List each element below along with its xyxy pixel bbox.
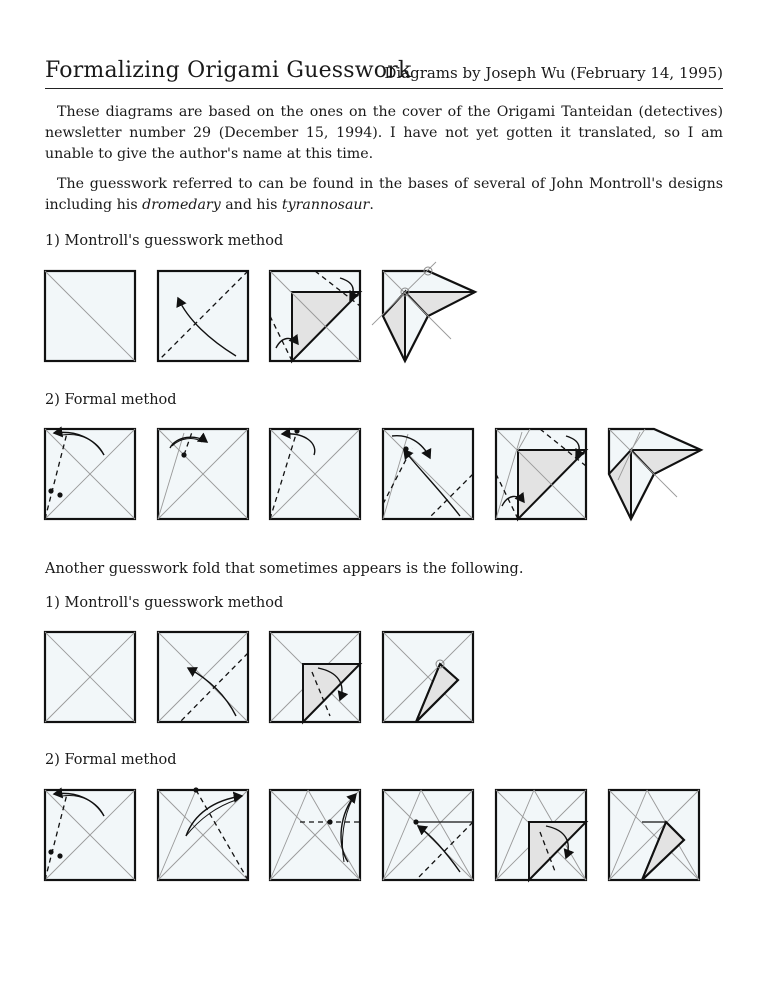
row4-step3	[270, 790, 360, 880]
tyrannosaur-text: tyrannosaur	[281, 197, 370, 213]
row2-step6	[609, 429, 701, 519]
row3-step2	[158, 632, 248, 722]
row1-step4	[372, 262, 475, 361]
row2-step5	[496, 429, 586, 519]
row1-step3	[270, 271, 360, 361]
row3-step4	[383, 632, 473, 722]
section-formal-2: 2) Formal method	[45, 752, 177, 768]
row4-step1	[45, 790, 135, 880]
section-montroll-2: 1) Montroll's guesswork method	[45, 595, 284, 611]
section-formal-1: 2) Formal method	[45, 392, 177, 408]
row4-step2	[158, 787, 248, 880]
row2-step2	[158, 429, 248, 519]
row4-step4	[383, 790, 473, 880]
row1-step2	[158, 271, 248, 361]
row2-step1	[45, 429, 135, 519]
row2-step4	[383, 429, 473, 519]
section-another: Another guesswork fold that sometimes appears is the following.	[45, 561, 524, 577]
row3-step3	[270, 632, 360, 722]
row4-step6	[609, 790, 699, 880]
row2-step3	[270, 428, 360, 519]
byline: Diagrams by Joseph Wu (February 14, 1995)	[384, 64, 723, 82]
intro-paragraph-1: These diagrams are based on the ones on the cover of the Origami Tanteidan (detectives) newsletter number 29 (December 15, 1994). I have not yet gotten it translated, so I am unable to give the author's name at this time.	[45, 104, 723, 162]
section-montroll-1: 1) Montroll's guesswork method	[45, 233, 284, 249]
row3-step1	[45, 632, 135, 722]
row4-step5	[496, 790, 586, 880]
page-title: Formalizing Origami Guesswork	[45, 58, 412, 83]
dromedary-text: dromedary	[142, 197, 221, 213]
row1-step1	[45, 271, 135, 361]
intro-paragraph-2: The guesswork referred to can be found in the bases of several of John Montroll's designs including his dromedary and his tyrannosaur.	[45, 176, 723, 213]
